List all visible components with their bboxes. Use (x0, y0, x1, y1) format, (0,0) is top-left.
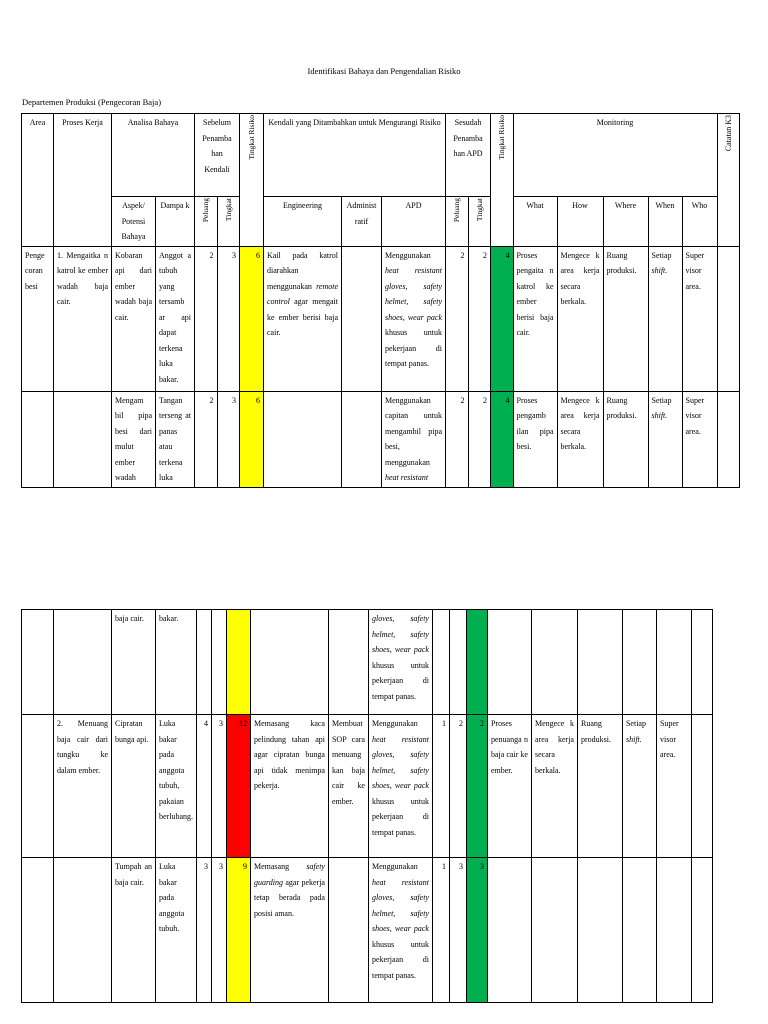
table-row (22, 610, 713, 715)
cell-aspek: baja cair. (112, 610, 156, 715)
header-area: Area (22, 114, 54, 247)
cell-aspek: Mengam bil pipa besi dari mulut ember wadah (112, 391, 156, 487)
cell-administratif (342, 246, 382, 391)
cell-what: Proses penuanga n baja cair ke ember. (487, 715, 531, 858)
header-who: Who (682, 197, 717, 247)
cell-when: Setiap shift. (648, 246, 682, 391)
cell-how: Mengece k area kerja secara berkala. (557, 246, 603, 391)
cell-area: Penge coran besi (22, 246, 54, 391)
cell-who: Super visor area. (682, 391, 717, 487)
cell-when (622, 610, 656, 715)
header-tingkat-risiko-2: Tingkat Risiko (491, 114, 514, 247)
cell-apd: Menggunakan heat resistant gloves, safety helmet, safety shoes, wear pack khusus untuk pekerjaan di tempat panas. (368, 858, 432, 1003)
cell-area (22, 610, 54, 715)
cell-where: Ruang produksi. (603, 246, 648, 391)
cell-risk-after: 4 (491, 246, 514, 391)
cell-dampak: Luka bakar pada anggota tubuh. (156, 858, 197, 1003)
cell-risk-before: 6 (240, 391, 264, 487)
cell-risk-before: 6 (240, 246, 264, 391)
document-title: Identifikasi Bahaya dan Pengendalian Risiko (307, 66, 461, 76)
cell-what: Proses pengamb ilan pipa besi. (513, 391, 557, 487)
cell-proses (54, 391, 112, 487)
cell-who (656, 610, 691, 715)
cell-catatan (691, 858, 712, 1003)
header-kendali: Kendali yang Ditambahkan untuk Mengurangi Risiko (264, 114, 446, 197)
cell-what (487, 858, 531, 1003)
header-tingkat-risiko-1: Tingkat Risiko (240, 114, 264, 247)
cell-where (577, 858, 622, 1003)
table-row (22, 391, 740, 487)
cell-administratif (342, 391, 382, 487)
header-analisa-bahaya: Analisa Bahaya (112, 114, 195, 197)
cell-risk-before: 9 (226, 858, 250, 1003)
header-where: Where (603, 197, 648, 247)
cell-when (622, 858, 656, 1003)
cell-peluang-after: 2 (446, 391, 469, 487)
cell-risk-after: 2 (466, 715, 487, 858)
cell-what (487, 610, 531, 715)
cell-engineering (250, 610, 328, 715)
risk-table-part-1 (21, 113, 740, 488)
cell-administratif (328, 858, 368, 1003)
cell-peluang-after: 1 (432, 858, 449, 1003)
cell-catatan (691, 715, 712, 858)
header-sesudah: Sesudah Penamba han APD (446, 114, 491, 197)
header-peluang-1: Peluang (195, 197, 218, 247)
cell-risk-before: 12 (226, 715, 250, 858)
cell-where: Ruang produksi. (603, 391, 648, 487)
header-when: When (648, 197, 682, 247)
header-tingkat-2: Tingkat (468, 197, 491, 247)
cell-when: Setiap shift. (622, 715, 656, 858)
cell-tingkat-before: 3 (211, 715, 226, 858)
cell-engineering: Memasang safety guarding agar pekerja tetap berada pada posisi aman. (250, 858, 328, 1003)
table-row (22, 858, 713, 1003)
cell-administratif: Membuat SOP cara menuang kan baja cair ke ember. (328, 715, 368, 858)
cell-tingkat-after (449, 610, 466, 715)
cell-who (656, 858, 691, 1003)
cell-peluang-after: 2 (446, 246, 469, 391)
header-row-1 (22, 114, 740, 197)
cell-area (22, 715, 54, 858)
cell-who: Super visor area. (682, 246, 717, 391)
department-label: Departemen Produksi (Pengecoran Baja) (22, 97, 162, 107)
cell-peluang-after: 1 (432, 715, 449, 858)
cell-administratif (328, 610, 368, 715)
cell-catatan (691, 610, 712, 715)
cell-tingkat-before (211, 610, 226, 715)
header-engineering: Engineering (264, 197, 342, 247)
cell-proses (54, 858, 112, 1003)
cell-catatan (717, 246, 740, 391)
cell-engineering: Memasang kaca pelindung tahan api agar cipratan bunga api tidak menimpa pekerja. (250, 715, 328, 858)
cell-how: Mengece k area kerja secara berkala. (531, 715, 577, 858)
cell-aspek: Tumpah an baja cair. (112, 858, 156, 1003)
cell-peluang-after (432, 610, 449, 715)
header-row-2 (22, 197, 740, 247)
risk-table-part-2 (21, 609, 713, 1003)
cell-peluang-before: 4 (196, 715, 211, 858)
cell-proses: 2. Menuang baja cair dari tungku ke dalam ember. (54, 715, 112, 858)
cell-risk-before (226, 610, 250, 715)
cell-catatan (717, 391, 740, 487)
header-administratif: Administ ratif (342, 197, 382, 247)
cell-dampak: Luka bakar pada anggota tubuh, pakaian berlubang. (156, 715, 197, 858)
cell-how (531, 610, 577, 715)
cell-how: Mengece k area kerja secara berkala. (557, 391, 603, 487)
cell-peluang-before: 2 (195, 246, 218, 391)
cell-tingkat-before: 3 (217, 391, 240, 487)
cell-area (22, 391, 54, 487)
table-row (22, 715, 713, 858)
cell-tingkat-after: 3 (449, 858, 466, 1003)
cell-tingkat-before: 3 (211, 858, 226, 1003)
cell-proses: 1. Mengaitka n katrol ke ember wadah baja cair. (54, 246, 112, 391)
cell-how (531, 858, 577, 1003)
header-dampak: Dampa k (156, 197, 195, 247)
header-sebelum: Sebelum Penamba han Kendali (195, 114, 240, 197)
header-how: How (557, 197, 603, 247)
cell-dampak: Anggot a tubuh yang tersamb ar api dapat terkena luka bakar. (156, 246, 195, 391)
header-aspek: Aspek/ Potensi Bahaya (112, 197, 156, 247)
cell-dampak: Tangan terseng at panas atau terkena luka (156, 391, 195, 487)
cell-tingkat-after: 2 (468, 246, 491, 391)
cell-area (22, 858, 54, 1003)
cell-proses (54, 610, 112, 715)
cell-aspek: Kobaran api dari ember wadah baja cair. (112, 246, 156, 391)
cell-tingkat-before: 3 (217, 246, 240, 391)
cell-what: Proses pengaita n katrol ke ember berisi baja cair. (513, 246, 557, 391)
cell-peluang-before (196, 610, 211, 715)
header-what: What (513, 197, 557, 247)
table-row (22, 246, 740, 391)
header-proses-kerja: Proses Kerja (54, 114, 112, 247)
cell-apd: gloves, safety helmet, safety shoes, wear pack khusus untuk pekerjaan di tempat panas. (368, 610, 432, 715)
header-catatan-k3: Catatan K3 (717, 114, 740, 247)
cell-apd: Menggunakan capitan untuk mengambil pipa besi, menggunakan heat resistant (382, 391, 446, 487)
cell-aspek: Cipratan bunga api. (112, 715, 156, 858)
header-tingkat-1: Tingkat (217, 197, 240, 247)
cell-risk-after (466, 610, 487, 715)
cell-risk-after: 3 (466, 858, 487, 1003)
cell-who: Super visor area. (656, 715, 691, 858)
cell-risk-after: 4 (491, 391, 514, 487)
header-peluang-2: Peluang (446, 197, 469, 247)
cell-peluang-before: 3 (196, 858, 211, 1003)
cell-tingkat-after: 2 (468, 391, 491, 487)
cell-when: Setiap shift. (648, 391, 682, 487)
cell-apd: Menggunakan heat resistant gloves, safety helmet, safety shoes, wear pack khusus untuk pekerjaan di tempat panas. (382, 246, 446, 391)
cell-where (577, 610, 622, 715)
cell-engineering (264, 391, 342, 487)
cell-engineering: Kail pada katrol diarahkan menggunakan remote control agar mengait ke ember berisi baja cair. (264, 246, 342, 391)
cell-dampak: bakar. (156, 610, 197, 715)
header-monitoring: Monitoring (513, 114, 717, 197)
cell-peluang-before: 2 (195, 391, 218, 487)
header-apd: APD (382, 197, 446, 247)
cell-tingkat-after: 2 (449, 715, 466, 858)
cell-where: Ruang produksi. (577, 715, 622, 858)
cell-apd: Menggunakan heat resistant gloves, safety helmet, safety shoes, wear pack khusus untuk pekerjaan di tempat panas. (368, 715, 432, 858)
